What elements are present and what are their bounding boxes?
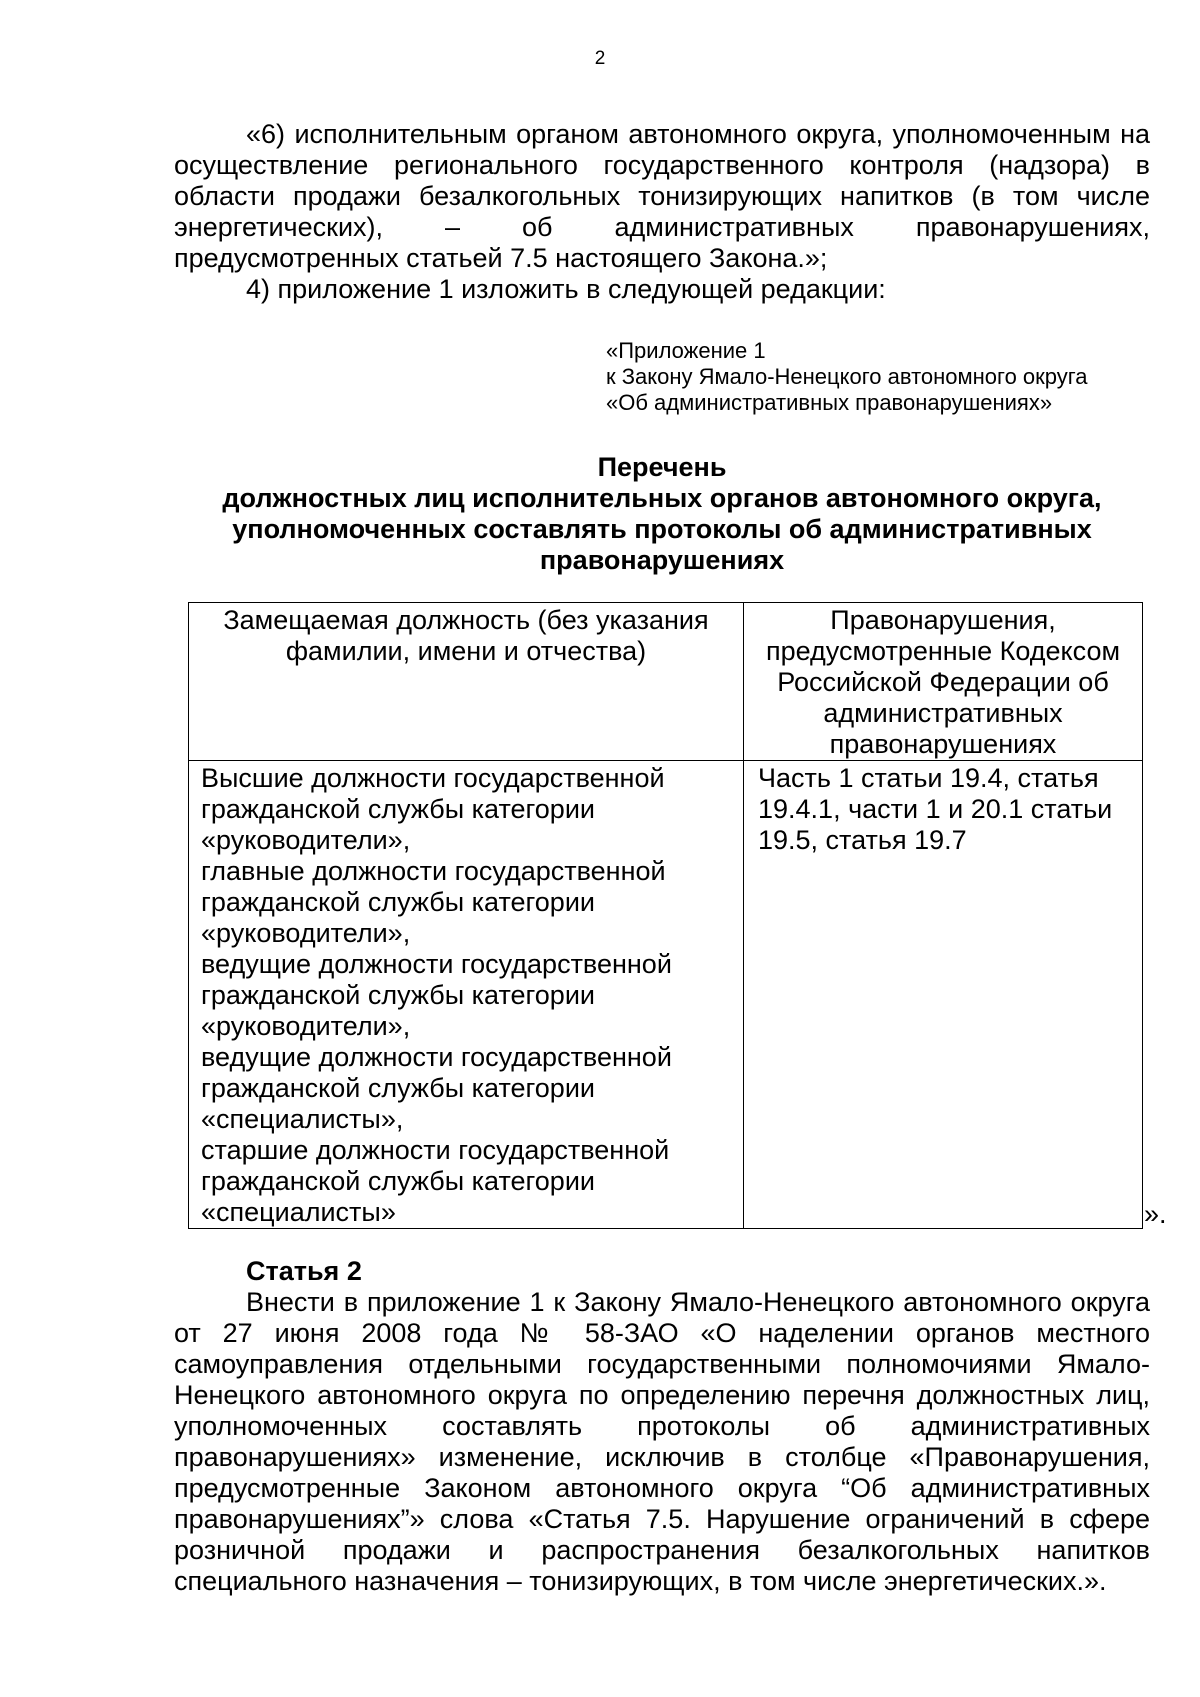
article-2-text: Внести в приложение 1 к Закону Ямало-Ненецкого автономного округа от 27 июня 2008 года № 58-ЗАО «О наделении органов местного самоуправления отдельными государственными полномочиями Ямало-Ненецкого автономного округа по определению перечня должностных лиц, уполномоченных составлять протоколы об административных правонарушениях» изменение, исключив в столбце «Правонарушения, предусмотренные Законом автономного округа “Об административных правонарушениях”» слова «Статья 7.5. Нарушение ограничений в сфере розничной продажи и распространения безалкогольных напитков специального назначения – тонизирующих, в том числе энергетических.». — [174, 1287, 1150, 1596]
appendix-note — [606, 338, 1088, 416]
header-position: Замещаемая должность (без указания фамилии, имени и отчества) — [189, 603, 744, 761]
list-title-line-2: должностных лиц исполнительных органов автономного округа, — [222, 483, 1102, 513]
page-number: 2 — [594, 48, 606, 69]
table-header-row — [189, 603, 1143, 761]
appendix-line-2: к Закону Ямало-Ненецкого автономного округа — [606, 364, 1088, 389]
list-title-line-1: Перечень — [597, 452, 727, 482]
positions-cell — [189, 761, 744, 1229]
instruction-paragraph: 4) приложение 1 изложить в следующей редакции: — [246, 274, 886, 304]
intro-section — [174, 119, 1150, 305]
list-title — [174, 452, 1150, 576]
list-title-line-3: уполномоченных составлять протоколы об административных — [232, 514, 1092, 544]
appendix-line-1: «Приложение 1 — [606, 338, 766, 363]
appendix-line-3: «Об административных правонарушениях» — [606, 390, 1053, 415]
table-closing-mark: ». — [1144, 1199, 1167, 1229]
offenses-cell: Часть 1 статьи 19.4, статья 19.4.1, части 1 и 20.1 статьи 19.5, статья 19.7 — [744, 761, 1143, 1229]
table-row — [189, 761, 1143, 1229]
officials-table — [188, 602, 1143, 1229]
amendment-paragraph: «6) исполнительным органом автономного округа, уполномоченным на осуществление регионального государственного контроля (надзора) в области продажи безалкогольных тонизирующих напитков (в том числе энергетических), – об административных правонарушениях, предусмотренных статьей 7.5 настоящего Закона.»; — [174, 119, 1150, 273]
position-item: ведущие должности государственной гражданской службы категории «специалисты», — [201, 1042, 672, 1134]
position-item: старшие должности государственной гражданской службы категории «специалисты» — [201, 1135, 670, 1227]
header-offenses: Правонарушения, предусмотренные Кодексом Российской Федерации об административных правонарушениях — [744, 603, 1143, 761]
article-2-section — [174, 1256, 1150, 1597]
position-item: Высшие должности государственной гражданской службы категории «руководители», — [201, 763, 665, 855]
position-item: главные должности государственной гражданской службы категории «руководители», — [201, 856, 666, 948]
article-2-heading: Статья 2 — [246, 1256, 362, 1286]
position-item: ведущие должности государственной гражданской службы категории «руководители», — [201, 949, 672, 1041]
list-title-line-4: правонарушениях — [539, 545, 785, 575]
